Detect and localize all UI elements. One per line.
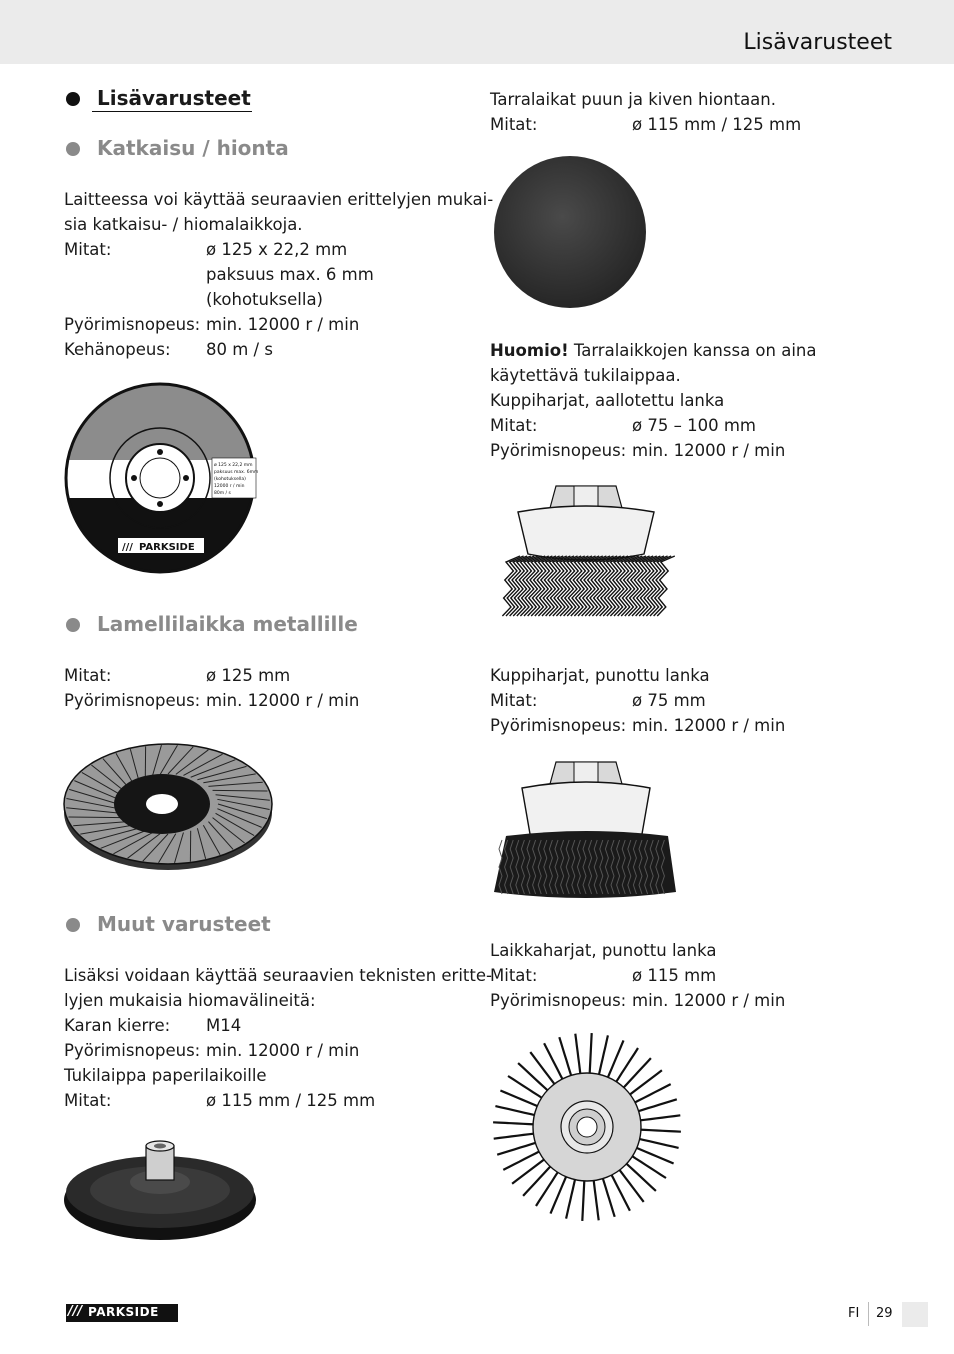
section-title-underline	[92, 111, 252, 112]
cut-heading: Katkaisu / hionta	[97, 136, 289, 160]
cup-crimped-mitat-value: ø 75 – 100 mm	[632, 416, 756, 435]
other-intro-line1: Lisäksi voidaan käyttää seuraavien teknisten eritte-	[64, 966, 492, 985]
cup-twisted-speed-label: Pyörimisnopeus:	[490, 716, 627, 735]
cup-twisted-mitat-value: ø 75 mm	[632, 691, 706, 710]
velcro-mitat-value: ø 115 mm / 125 mm	[632, 115, 802, 134]
cut-mitat-3: (kohotuksella)	[206, 290, 323, 309]
wheel-title: Laikkaharjat, punottu lanka	[490, 941, 717, 960]
disc-label-line4: 12000 r / min	[214, 484, 245, 489]
flap-speed-value: min. 12000 r / min	[206, 691, 360, 710]
cup-crimped-speed-label: Pyörimisnopeus:	[490, 441, 627, 460]
disc-label-line2: paksuus max. 6mm	[214, 470, 258, 475]
cut-mitat-label: Mitat:	[64, 240, 112, 259]
disc-brand-logo: PARKSIDE	[139, 542, 195, 553]
note-text1: Tarralaikkojen kanssa on aina	[568, 341, 817, 360]
other-mitat-label: Mitat:	[64, 1091, 112, 1110]
disc-label-line1: ø 125 x 22,2 mm	[214, 463, 253, 468]
logo-stripes: ///	[68, 1304, 83, 1319]
wheel-brush-image	[490, 1030, 684, 1224]
other-pad-title: Tukilaippa paperilaikoille	[64, 1066, 267, 1085]
footer-divider	[868, 1302, 869, 1326]
cut-intro-line2: sia katkaisu- / hiomalaikkoja.	[64, 215, 303, 234]
note-line1	[490, 338, 816, 363]
cut-heading-bullet	[66, 142, 80, 156]
cup-brush-crimped-image	[488, 482, 688, 636]
other-speed-label: Pyörimisnopeus:	[64, 1041, 201, 1060]
cutting-disc-image	[62, 380, 258, 576]
cut-intro-line1: Laitteessa voi käyttää seuraavien erittelyjen mukai-	[64, 190, 494, 209]
logo-text: PARKSIDE	[88, 1305, 159, 1319]
note-line2: käytettävä tukilaippaa.	[490, 366, 681, 385]
svg-text:///: ///	[122, 542, 133, 553]
wheel-speed-value: min. 12000 r / min	[632, 991, 786, 1010]
flap-heading: Lamellilaikka metallille	[97, 612, 358, 636]
velcro-disc-image	[492, 154, 650, 312]
page-number: 29	[876, 1306, 893, 1321]
cut-mitat-1: ø 125 x 22,2 mm	[206, 240, 348, 259]
cup-crimped-mitat-label: Mitat:	[490, 416, 538, 435]
cut-speed-value: min. 12000 r / min	[206, 315, 360, 334]
header-title: Lisävarusteet	[743, 30, 892, 55]
cup-twisted-speed-value: min. 12000 r / min	[632, 716, 786, 735]
section-title: Lisävarusteet	[97, 86, 251, 110]
flap-mitat-label: Mitat:	[64, 666, 112, 685]
disc-label-line5: 80m / s	[214, 491, 231, 496]
wheel-mitat-value: ø 115 mm	[632, 966, 717, 985]
wheel-mitat-label: Mitat:	[490, 966, 538, 985]
flap-heading-bullet	[66, 618, 80, 632]
cut-peripheral-value: 80 m / s	[206, 340, 273, 359]
disc-label-line3: (kohotuksella)	[214, 477, 246, 482]
page-header	[0, 0, 954, 64]
parkside-logo	[66, 1304, 178, 1322]
cup-crimped-speed-value: min. 12000 r / min	[632, 441, 786, 460]
velcro-mitat-label: Mitat:	[490, 115, 538, 134]
flap-mitat-value: ø 125 mm	[206, 666, 291, 685]
cup-crimped-title: Kuppiharjat, aallotettu lanka	[490, 391, 725, 410]
cut-peripheral-label: Kehänopeus:	[64, 340, 171, 359]
other-heading-bullet	[66, 918, 80, 932]
cup-twisted-title: Kuppiharjat, punottu lanka	[490, 666, 710, 685]
velcro-title: Tarralaikat puun ja kiven hiontaan.	[490, 90, 776, 109]
flap-disc-image	[62, 728, 274, 876]
other-heading: Muut varusteet	[97, 912, 271, 936]
other-speed-value: min. 12000 r / min	[206, 1041, 360, 1060]
note-bold: Huomio!	[490, 341, 569, 360]
wheel-speed-label: Pyörimisnopeus:	[490, 991, 627, 1010]
backing-pad-image	[62, 1130, 262, 1242]
section-bullet	[66, 92, 80, 106]
flap-speed-label: Pyörimisnopeus:	[64, 691, 201, 710]
cut-speed-label: Pyörimisnopeus:	[64, 315, 201, 334]
cup-brush-twisted-image	[488, 758, 688, 902]
cut-mitat-2: paksuus max. 6 mm	[206, 265, 374, 284]
other-thread-value: M14	[206, 1016, 242, 1035]
language-code: FI	[848, 1306, 860, 1321]
other-intro-line2: lyjen mukaisia hiomavälineitä:	[64, 991, 316, 1010]
cup-twisted-mitat-label: Mitat:	[490, 691, 538, 710]
other-thread-label: Karan kierre:	[64, 1016, 171, 1035]
other-mitat-value: ø 115 mm / 125 mm	[206, 1091, 376, 1110]
page-marker	[902, 1302, 928, 1327]
